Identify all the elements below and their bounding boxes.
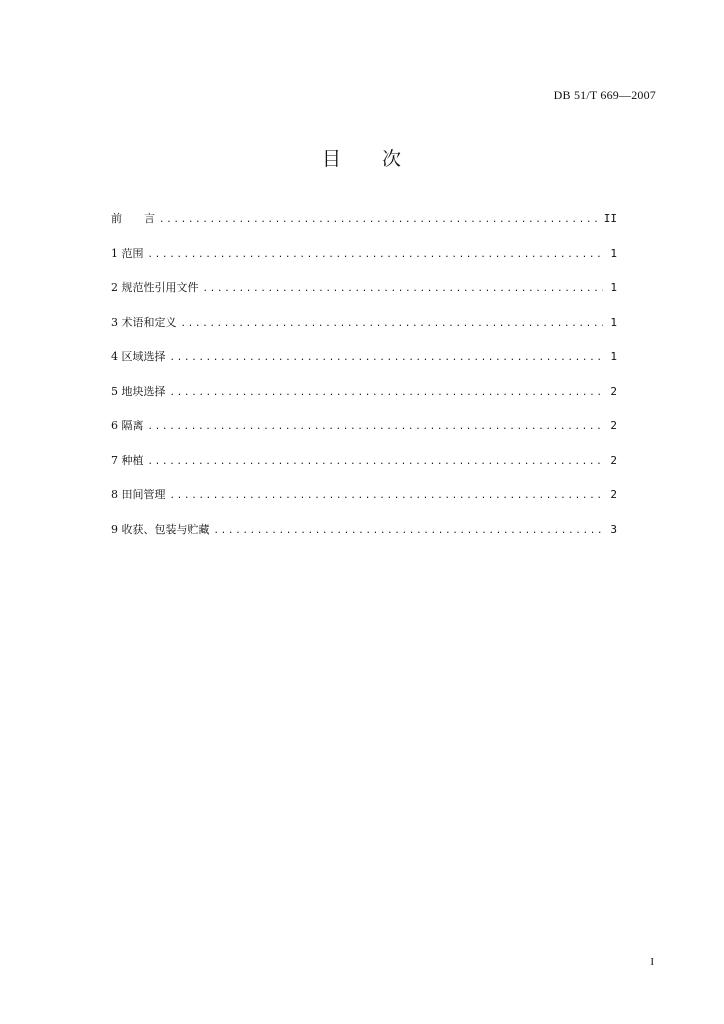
toc-entry-page: 1 <box>610 246 617 260</box>
toc-entry-number: 8 <box>111 488 122 501</box>
toc-entry-page: 2 <box>610 384 617 398</box>
toc-entry-page: 1 <box>610 350 617 363</box>
table-of-contents <box>111 212 617 557</box>
toc-dot-leader <box>170 489 604 503</box>
toc-entry-label: 收获、包装与贮藏 <box>121 522 210 536</box>
toc-entry-number: 1 <box>111 246 122 260</box>
toc-entry-terms-definitions[interactable] <box>111 316 617 351</box>
toc-dot-leader <box>159 213 600 227</box>
toc-entry-label: 术语和定义 <box>121 315 177 329</box>
document-code: DB 51/T 669—2007 <box>553 88 656 102</box>
toc-entry-number: 9 <box>111 522 122 536</box>
toc-entry-label: 田间管理 <box>121 488 166 501</box>
toc-entry-label: 区域选择 <box>121 350 166 363</box>
toc-dot-leader <box>148 455 604 469</box>
toc-entry-number: 4 <box>111 350 122 363</box>
toc-entry-region-selection[interactable] <box>111 350 617 385</box>
toc-entry-number: 2 <box>111 281 122 294</box>
toc-entry-isolation[interactable] <box>111 419 617 454</box>
toc-dot-leader <box>214 524 604 538</box>
toc-entry-scope[interactable] <box>111 247 617 282</box>
toc-entry-plot-selection[interactable] <box>111 385 617 420</box>
toc-entry-page: 2 <box>610 419 617 432</box>
toc-dot-leader <box>148 420 604 434</box>
toc-entry-normative-references[interactable] <box>111 281 617 316</box>
toc-dot-leader <box>170 351 604 365</box>
toc-entry-foreword[interactable] <box>111 212 617 247</box>
toc-entry-harvest-packaging-storage[interactable] <box>111 523 617 558</box>
toc-entry-label: 隔离 <box>121 419 144 432</box>
toc-entry-number: 3 <box>111 315 122 329</box>
toc-entry-page: 1 <box>610 281 617 294</box>
toc-entry-number: 5 <box>111 384 122 398</box>
toc-entry-label: 地块选择 <box>121 384 166 398</box>
toc-entry-label: 种植 <box>121 453 144 467</box>
toc-dot-leader <box>170 386 604 400</box>
toc-entry-page: II <box>603 212 617 225</box>
toc-entry-label: 前 言 <box>111 212 155 225</box>
toc-entry-page: 3 <box>610 522 617 536</box>
toc-entry-number: 6 <box>111 419 122 432</box>
toc-entry-page: 2 <box>610 488 617 501</box>
toc-entry-field-management[interactable] <box>111 488 617 523</box>
toc-entry-planting[interactable] <box>111 454 617 489</box>
toc-entry-page: 1 <box>610 315 617 329</box>
toc-dot-leader <box>148 248 604 262</box>
toc-entry-page: 2 <box>610 453 617 467</box>
toc-dot-leader <box>203 282 604 296</box>
toc-entry-number: 7 <box>111 453 122 467</box>
toc-entry-label: 范围 <box>121 246 144 260</box>
page-number: I <box>650 956 654 968</box>
toc-entry-label: 规范性引用文件 <box>121 281 199 294</box>
toc-title: 目 次 <box>321 148 402 170</box>
toc-dot-leader <box>181 317 604 331</box>
